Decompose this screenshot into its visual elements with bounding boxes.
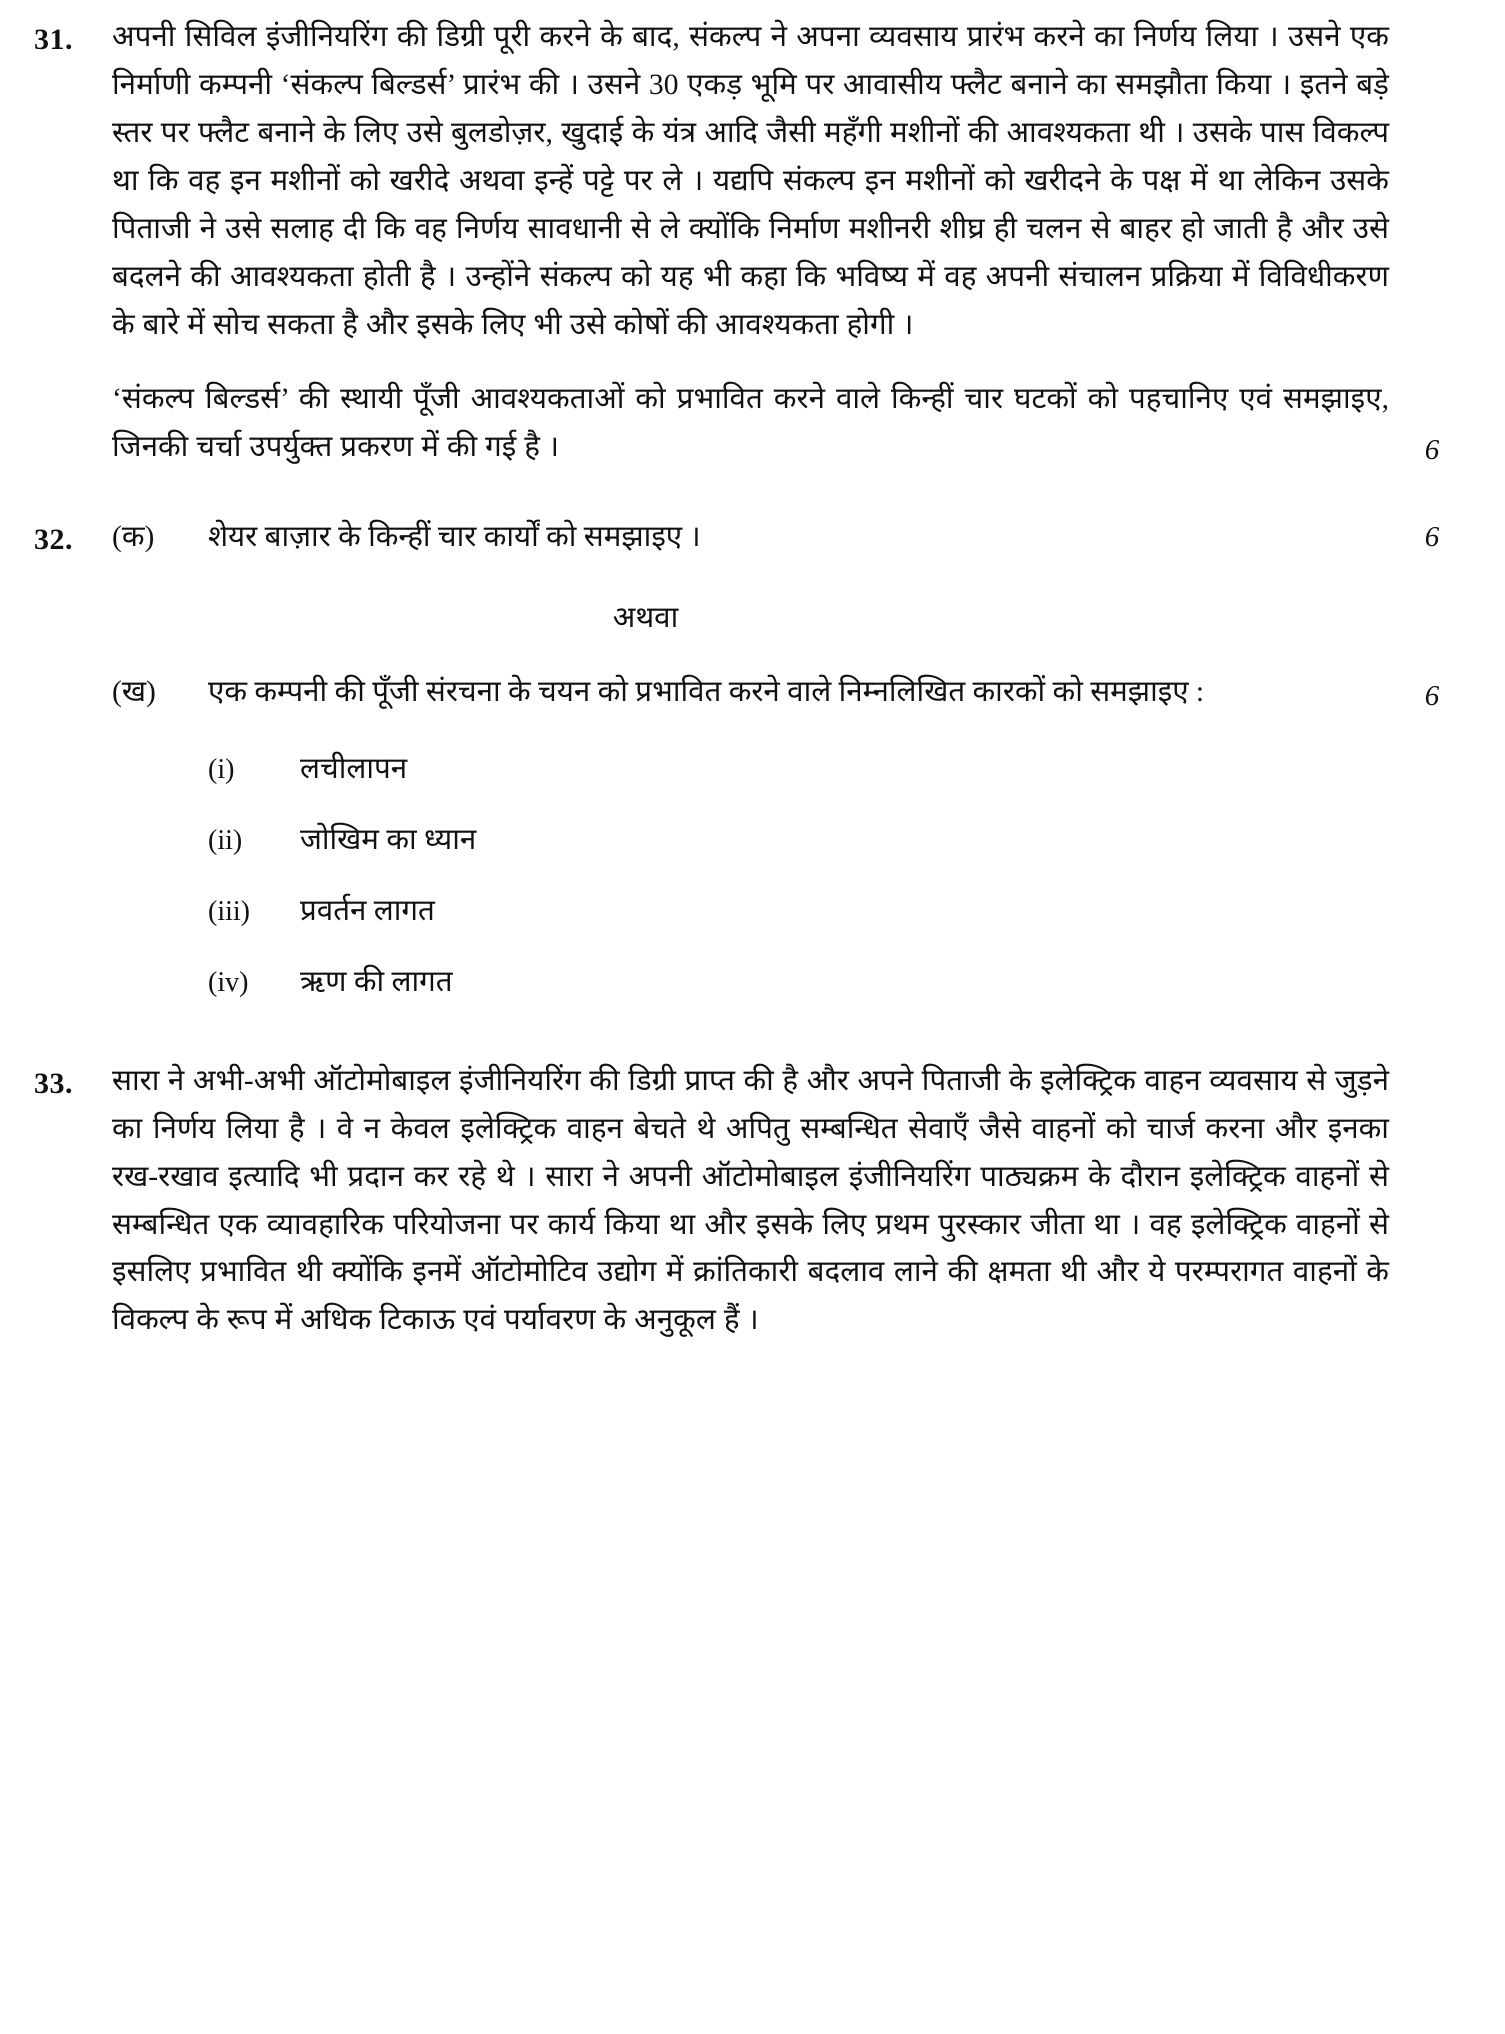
list-item-label: प्रवर्तन लागत <box>300 894 435 927</box>
question-32-b-items-body <box>112 720 1389 1000</box>
spacer-num <box>34 669 112 671</box>
question-32-option-b-body <box>112 669 1389 717</box>
question-32-b-text: एक कम्पनी की पूँजी संरचना के चयन को प्रभावित करने वाले निम्नलिखित कारकों को समझाइए : <box>208 675 1205 708</box>
list-item-number: (iii) <box>208 895 250 927</box>
question-32-or-body <box>112 595 1389 643</box>
question-31-marks-value: 6 <box>1424 434 1440 467</box>
spacer <box>0 565 1505 595</box>
spacer-num <box>34 427 112 429</box>
question-32-or-label: अथवा <box>612 602 679 634</box>
question-31 <box>0 14 1505 471</box>
list-item <box>112 959 1389 1000</box>
question-31-case-study: अपनी सिविल इंजीनियरिंग की डिग्री पूरी करने के बाद, संकल्प ने अपना व्यवसाय प्रारंभ करने का निर्णय लिया । उसने एक निर्माणी कम्पनी ‘संकल्प बिल्डर्स’ प्रारंभ की । उसने 30 एकड़ भूमि पर आवासीय फ्लैट बनाने का समझौता किया । इतने बड़े स्तर पर फ्लैट बनाने के लिए उसे बुलडोज़र, खुदाई के यंत्र आदि जैसी महँगी मशीनों की आवश्यकता थी । उसके पास विकल्प था कि वह इन मशीनों को खरीदे अथवा इन्हें पट्टे पर ले । यद्यपि संकल्प इन मशीनों को खरीदने के पक्ष में था लेकिन उसके पिताजी ने उसे सलाह दी कि वह निर्णय सावधानी से ले क्योंकि निर्माण मशीनरी शीघ्र ही चलन से बाहर हो जाती है और उसे बदलने की आवश्यकता होती है । उन्होंने संकल्प को यह भी कहा कि भविष्य में वह अपनी संचालन प्रक्रिया में विविधीकरण के बारे में सोच सकता है और इसके लिए भी उसे कोषों की आवश्यकता होगी । <box>112 21 1389 341</box>
question-32-option-b <box>0 669 1505 717</box>
spacer <box>0 643 1505 669</box>
question-33-number: 33. <box>34 1066 73 1100</box>
question-32-option-a-body <box>112 514 1389 562</box>
spacer <box>0 474 1505 514</box>
spacer <box>112 350 1389 376</box>
roman-numeral-list <box>112 746 1389 1000</box>
question-32-or-row <box>0 595 1505 643</box>
question-32-b-marks: 6 <box>1424 679 1440 712</box>
question-32-b-label: (ख) <box>112 675 156 708</box>
question-32-a-text: शेयर बाज़ार के किन्हीं चार कार्यों को समझाइए । <box>208 521 701 554</box>
list-item-label: जोखिम का ध्यान <box>300 823 477 856</box>
question-32-number: 32. <box>34 523 73 557</box>
question-32-a-marks: 6 <box>1424 521 1440 554</box>
spacer-num <box>34 595 112 597</box>
list-item <box>112 888 1389 929</box>
question-32-b-row <box>112 669 1389 717</box>
question-32-a-label: (क) <box>112 521 155 554</box>
list-item-number: (iv) <box>208 966 249 998</box>
question-33-body <box>112 1058 1389 1346</box>
list-item-label: लचीलापन <box>300 752 408 785</box>
question-32-option-a <box>0 514 1505 565</box>
question-32-b-items <box>0 720 1505 1000</box>
list-item-label: ऋण की लागत <box>300 965 453 998</box>
list-item <box>112 817 1389 858</box>
question-32-a-row <box>112 514 1389 562</box>
spacer-num <box>34 673 112 675</box>
question-31-number: 31. <box>34 23 73 56</box>
spacer-num <box>34 720 112 722</box>
question-33-case-study: सारा ने अभी-अभी ऑटोमोबाइल इंजीनियरिंग की डिग्री प्राप्त की है और अपने पिताजी के इलेक्ट्रिक वाहन व्यवसाय से जुड़ने का निर्णय लिया है । वे न केवल इलेक्ट्रिक वाहन बेचते थे अपितु सम्बन्धित सेवाएँ जैसे वाहनों को चार्ज करना और इनका रख-रखाव इत्यादि भी प्रदान कर रहे थे । सारा ने अपनी ऑटोमोबाइल इंजीनियरिंग पाठ्यक्रम के दौरान इलेक्ट्रिक वाहनों से सम्बन्धित एक व्यावहारिक परियोजना पर कार्य किया था और इसके लिए प्रथम पुरस्कार जीता था । वह इलेक्ट्रिक वाहनों से इसलिए प्रभावित थी क्योंकि इनमें ऑटोमोटिव उद्योग में क्रांतिकारी बदलाव लाने की क्षमता थी और ये परम्परागत वाहनों के विकल्प के रूप में अधिक टिकाऊ एवं पर्यावरण के अनुकूल हैं । <box>112 1064 1389 1337</box>
question-31-body <box>112 14 1389 471</box>
question-31-prompt: ‘संकल्प बिल्डर्स’ की स्थायी पूँजी आवश्यकताओं को प्रभावित करने वाले किन्हीं चार घटकों को पहचानिए एवं समझाइए, जिनकी चर्चा उपर्युक्त प्रकरण में की गई है । <box>112 382 1389 463</box>
list-item <box>112 746 1389 787</box>
list-item-number: (ii) <box>208 824 243 856</box>
spacer <box>0 1000 1505 1058</box>
question-33 <box>0 1058 1505 1346</box>
list-item-number: (i) <box>208 753 235 785</box>
